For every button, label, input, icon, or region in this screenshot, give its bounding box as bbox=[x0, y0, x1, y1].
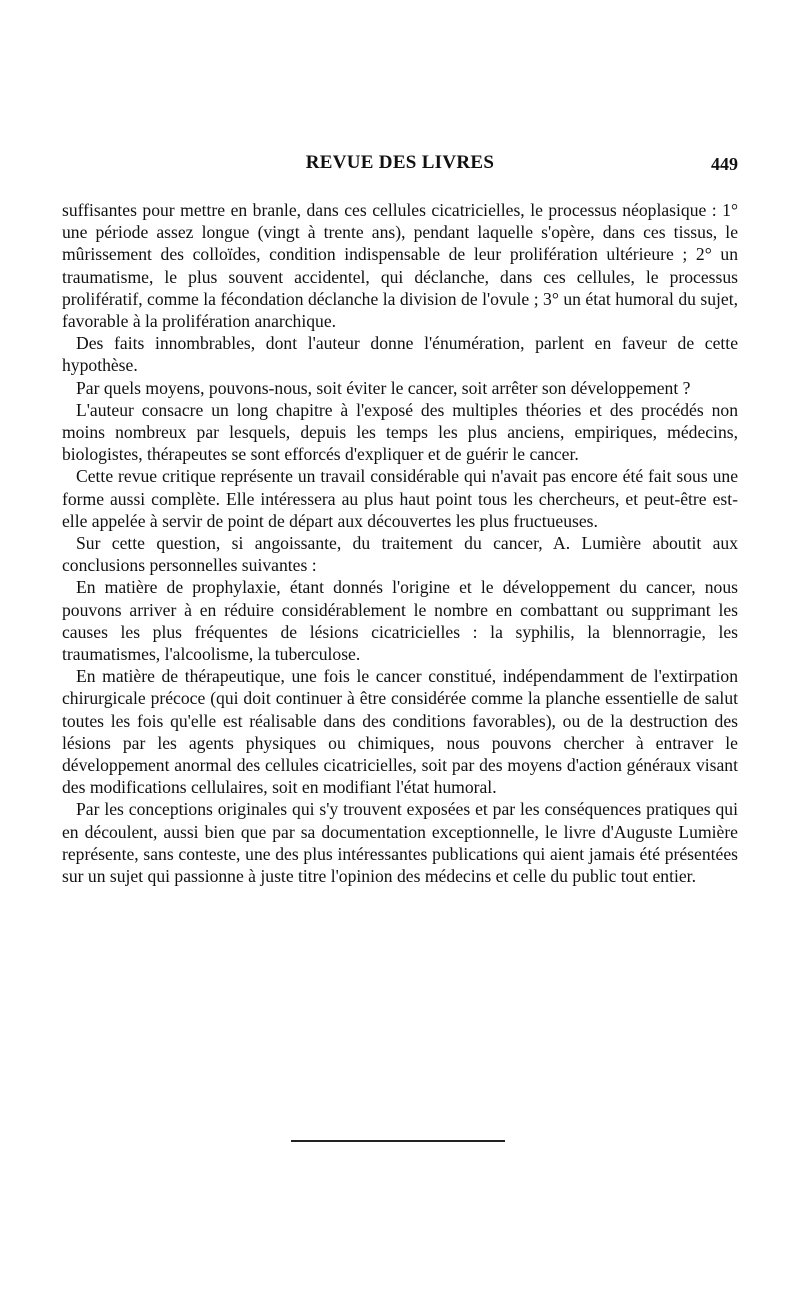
paragraph: Sur cette question, si angoissante, du traitement du cancer, A. Lumière aboutit aux conclusions personnelles suivantes : bbox=[62, 533, 738, 576]
page-header bbox=[60, 152, 740, 182]
running-title: REVUE DES LIVRES bbox=[305, 152, 495, 173]
paragraph: Cette revue critique représente un travail considérable qui n'avait pas encore été fait sous une forme aussi complète. Elle intéressera au plus haut point tous les chercheurs, et peut-être est-elle appelée à servir de point de départ aux découvertes les plus fructueuses. bbox=[62, 466, 738, 531]
section-divider-rule bbox=[291, 1140, 505, 1142]
paragraph: Par les conceptions originales qui s'y trouvent exposées et par les conséquences pratiques qui en découlent, aussi bien que par sa documentation exceptionnelle, le livre d'Auguste Lumière représente, sans conteste, une des plus intéressantes publications qui aient jamais été présentées sur un sujet qui passionne à juste titre l'opinion des médecins et celle du public tout entier. bbox=[62, 799, 738, 887]
paragraph-continuation: suffisantes pour mettre en branle, dans ces cellules cicatricielles, le processus néoplasique : 1° une période assez longue (vingt à trente ans), pendant laquelle s'opère, dans ces tissus, le mûrissement des colloïdes, condition indispensable de leur prolifération ultérieure ; 2° un traumatisme, le plus souvent accidentel, qui déclanche, dans ces cellules, le processus prolifératif, comme la fécondation déclanche la division de l'ovule ; 3° un état humoral du sujet, favorable à la prolifération anarchique. bbox=[62, 200, 738, 332]
paragraph: En matière de thérapeutique, une fois le cancer constitué, indépendamment de l'extirpation chirurgicale précoce (qui doit continuer à être considérée comme la planche essentielle de salut toutes les fois qu'elle est réalisable dans des conditions favorables), ou de la destruction des lésions par les agents physiques ou chimiques, nous pouvons chercher à entraver le développement anormal des cellules cicatricielles, soit par des moyens d'action généraux visant des modifications cellulaires, soit en modifiant l'état humoral. bbox=[62, 666, 738, 798]
paragraph: En matière de prophylaxie, étant donnés l'origine et le développement du cancer, nous pouvons arriver à en réduire considérablement le nombre en combattant ou supprimant les causes les plus fréquentes de lésions cicatricielles : la syphilis, la blennorragie, les traumatismes, l'alcoolisme, la tuberculose. bbox=[62, 577, 738, 665]
page-number: 449 bbox=[711, 154, 738, 174]
paragraph: Par quels moyens, pouvons-nous, soit éviter le cancer, soit arrêter son développement ? bbox=[76, 377, 691, 398]
paragraph: Des faits innombrables, dont l'auteur donne l'énumération, parlent en faveur de cette hypothèse. bbox=[62, 333, 738, 376]
paragraph: L'auteur consacre un long chapitre à l'exposé des multiples théories et des procédés non moins nombreux par lesquels, depuis les temps les plus anciens, empiriques, médecins, biologistes, thérapeutes se sont efforcés d'expliquer et de guérir le cancer. bbox=[62, 399, 738, 465]
article-body bbox=[62, 199, 738, 887]
